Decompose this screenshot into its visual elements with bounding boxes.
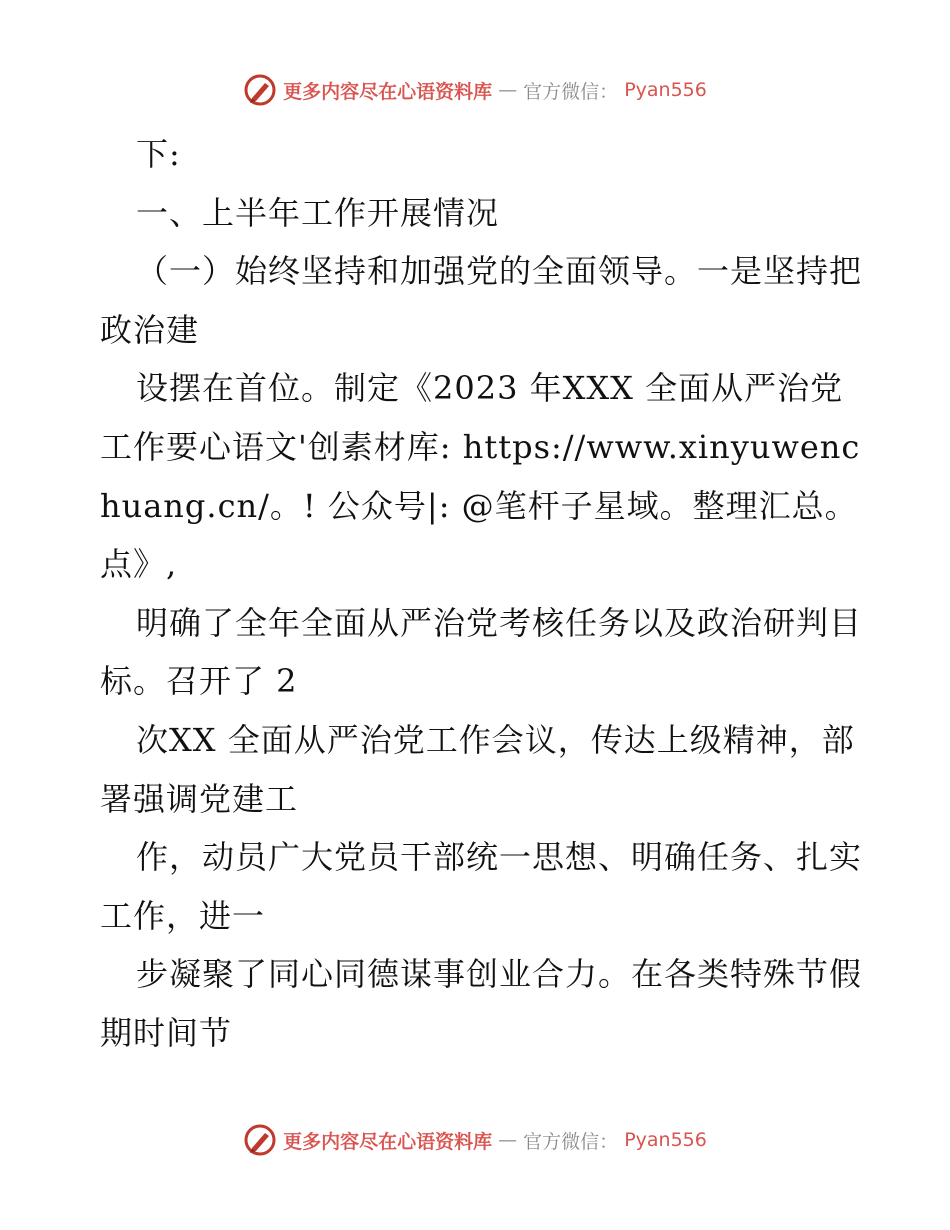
watermark-label: 官方微信： xyxy=(523,1130,619,1153)
pen-logo-icon xyxy=(243,1123,277,1157)
watermark-brand: 更多内容尽在心语资料库 xyxy=(283,1130,493,1153)
watermark-brand: 更多内容尽在心语资料库 xyxy=(283,80,493,103)
footer-watermark xyxy=(0,1120,950,1160)
header-watermark xyxy=(0,70,950,110)
paragraph: 作，动员广大党员干部统一思想、明确任务、扎实工作，进一 xyxy=(100,838,863,935)
paragraph: 次XX 全面从严治党工作会议，传达上级精神，部署强调党建工 xyxy=(100,720,855,818)
paragraph: 明确了全年全面从严治党考核任务以及政治研判目标。召开了 2 xyxy=(100,603,863,701)
watermark-account: Pyan556 xyxy=(624,79,707,101)
paragraph: （一）始终坚持和加强党的全面领导。一是坚持把政治建 xyxy=(100,252,863,349)
watermark-account: Pyan556 xyxy=(624,1129,707,1151)
paragraph: 下: xyxy=(136,135,181,173)
watermark-label: 官方微信： xyxy=(523,80,619,103)
paragraph: 步凝聚了同心同德谋事创业合力。在各类特殊节假期时间节 xyxy=(100,955,863,1052)
paragraph: 设摆在首位。制定《2023 年XXX 全面从严治党工作要心语文'创素材库: https://www.xinyuwenchuang.cn/。! 公众号|: @笔杆子星域。整理汇总。点》, xyxy=(100,369,861,584)
pen-logo-icon xyxy=(243,73,277,107)
document-body xyxy=(100,125,870,1063)
watermark-separator: — xyxy=(498,79,518,101)
section-heading: 一、上半年工作开展情况 xyxy=(136,193,500,232)
watermark-separator: — xyxy=(498,1129,518,1151)
